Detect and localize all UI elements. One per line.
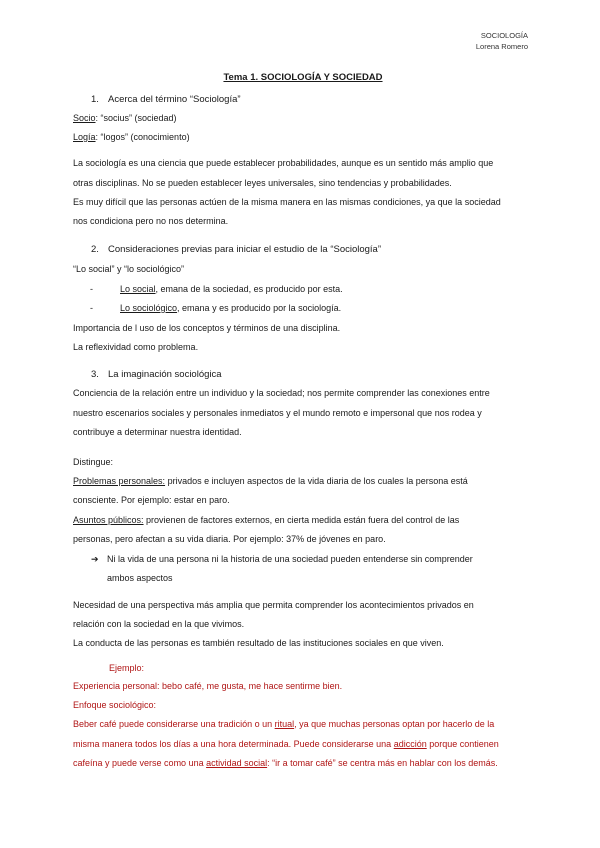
- dash-bullet: -: [90, 284, 93, 294]
- section-2-subtitle: “Lo social” y “lo sociológico”: [73, 264, 185, 274]
- paragraph-line: relación con la sociedad en la que vivimos.: [73, 619, 245, 629]
- header-author: Lorena Romero: [475, 42, 528, 51]
- section-3-heading: [91, 369, 222, 380]
- example-text: Beber café puede considerarse una tradición o un: [73, 719, 275, 729]
- problemas-personales-term: Problemas personales:: [73, 476, 166, 486]
- arrow-note-text: Ni la vida de una persona ni la historia de una sociedad pueden entenderse sin comprender: [107, 554, 473, 564]
- section-2-title: Consideraciones previas para iniciar el estudio de la “Sociología”: [108, 244, 382, 255]
- paragraph-line: Necesidad de una perspectiva más amplia que permita comprender los acontecimientos privados en: [73, 600, 474, 610]
- problemas-personales-line: [73, 476, 468, 486]
- paragraph-line: La conducta de las personas es también resultado de las instituciones sociales en que viven.: [73, 638, 444, 648]
- socio-definition: [73, 113, 177, 123]
- document-title: Tema 1. SOCIOLOGÍA Y SOCIEDAD: [223, 72, 383, 83]
- list-item: [73, 303, 341, 313]
- arrow-note: [91, 554, 473, 565]
- section-2-number: 2.: [91, 244, 99, 255]
- lo-sociologico-term: Lo sociológico: [120, 303, 178, 313]
- section-1-number: 1.: [91, 94, 99, 105]
- example-label: Ejemplo:: [109, 663, 145, 673]
- section-3-number: 3.: [91, 369, 99, 380]
- logia-term: Logía: [73, 132, 96, 142]
- logia-definition: [73, 132, 190, 142]
- paragraph-line: ambos aspectos: [107, 573, 173, 583]
- example-text: misma manera todos los días a una hora determinada. Puede considerarse una: [73, 739, 394, 749]
- example-line: [73, 719, 494, 729]
- header-subject: SOCIOLOGÍA: [480, 31, 528, 40]
- paragraph-line: nuestro escenarios sociales y personales inmediatos y el mundo remoto e impersonal que nos rodea y: [73, 408, 482, 418]
- example-text: : “ir a tomar café” se centra más en hablar con los demás.: [267, 758, 498, 768]
- paragraph-line: nos condiciona pero no nos determina.: [73, 216, 229, 226]
- list-item-text: , emana y es producido por la sociología.: [177, 303, 342, 313]
- ritual-term: ritual: [274, 719, 295, 729]
- section-1-heading: [91, 94, 241, 105]
- example-line: [73, 739, 499, 749]
- dash-bullet: -: [90, 303, 93, 313]
- section-1-title: Acerca del término “Sociología”: [108, 94, 241, 105]
- paragraph-line: La sociología es una ciencia que puede establecer probabilidades, aunque es un sentido más amplio que: [73, 158, 494, 168]
- example-line: [73, 758, 498, 768]
- logia-meaning: : “logos” (conocimiento): [95, 132, 190, 142]
- socio-meaning: : “socius” (sociedad): [95, 113, 177, 123]
- arrow-right-icon: ➔: [91, 554, 99, 564]
- lo-social-term: Lo social: [120, 284, 156, 294]
- socio-term: Socio: [73, 113, 96, 123]
- example-text: porque contienen: [426, 739, 499, 749]
- section-3-title: La imaginación sociológica: [108, 369, 222, 380]
- paragraph-line: otras disciplinas. No se pueden establecer leyes universales, sino tendencias y probabilidades.: [73, 178, 452, 188]
- list-item: [73, 284, 343, 294]
- section-2-heading: [91, 244, 381, 255]
- asuntos-publicos-term: Asuntos públicos:: [73, 515, 144, 525]
- paragraph-text: privados e incluyen aspectos de la vida diaria de los cuales la persona está: [165, 476, 468, 486]
- page-header: [476, 30, 528, 52]
- paragraph-line: La reflexividad como problema.: [73, 342, 199, 352]
- experiencia-personal: Experiencia personal: bebo café, me gusta, me hace sentirme bien.: [73, 681, 343, 691]
- paragraph-line: Es muy difícil que las personas actúen de la misma manera en las mismas condiciones, ya que la sociedad: [73, 197, 501, 207]
- paragraph-line: Importancia de l uso de los conceptos y términos de una disciplina.: [73, 323, 341, 333]
- paragraph-line: Conciencia de la relación entre un individuo y la sociedad; nos permite comprender las conexiones entre: [73, 388, 490, 398]
- paragraph-line: personas, pero afectan a su vida diaria. Por ejemplo: 37% de jóvenes en paro.: [73, 534, 386, 544]
- paragraph-line: consciente. Por ejemplo: estar en paro.: [73, 495, 230, 505]
- example-text: , ya que muchas personas optan por hacerlo de la: [294, 719, 495, 729]
- actividad-social-term: actividad social: [206, 758, 268, 768]
- asuntos-publicos-line: [73, 515, 459, 525]
- example-text: cafeína y puede verse como una: [73, 758, 207, 768]
- enfoque-sociologico-label: Enfoque sociológico:: [73, 700, 157, 710]
- paragraph-line: contribuye a determinar nuestra identidad.: [73, 427, 242, 437]
- distingue-label: Distingue:: [73, 457, 114, 467]
- list-item-text: , emana de la sociedad, es producido por esta.: [155, 284, 343, 294]
- paragraph-text: provienen de factores externos, en cierta medida están fuera del control de las: [143, 515, 460, 525]
- adiccion-term: adicción: [393, 739, 427, 749]
